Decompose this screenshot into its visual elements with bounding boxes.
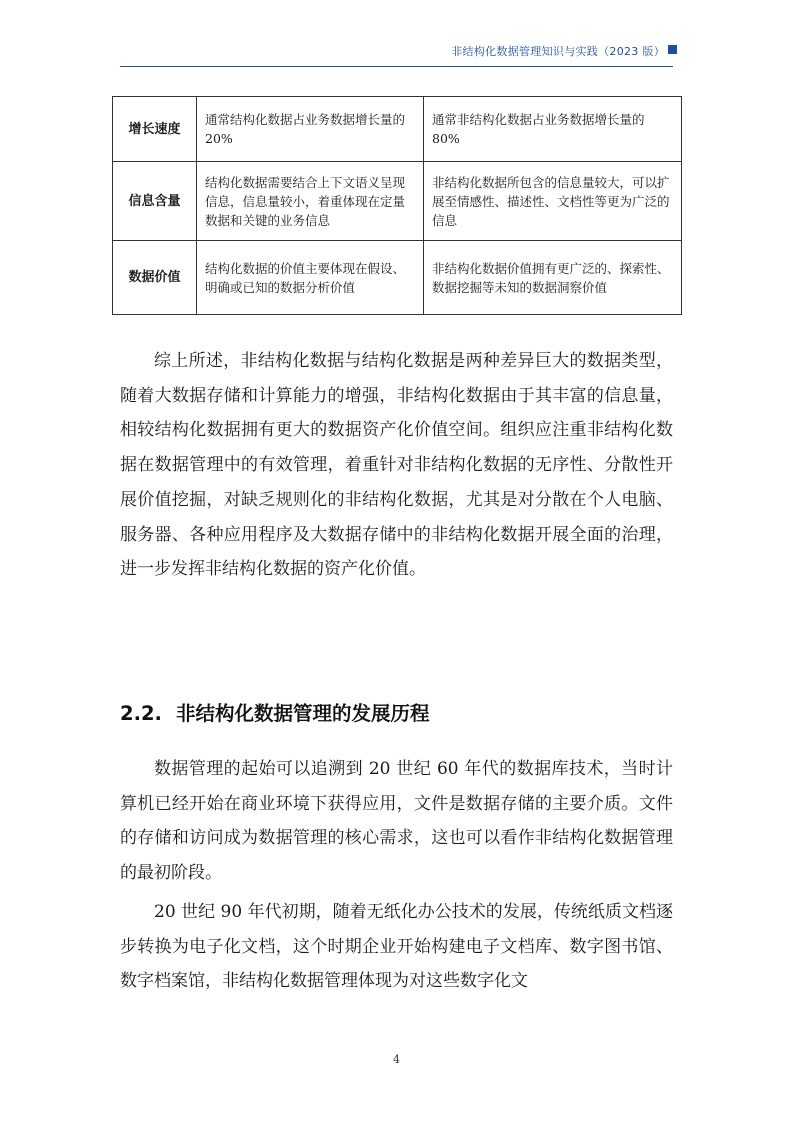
summary-paragraph: 综上所述，非结构化数据与结构化数据是两种差异巨大的数据类型，随着大数据存储和计算能力的增强，非结构化数据由于其丰富的信息量，相较结构化数据拥有更大的数据资产化价值空间。组织应注重非结构化数据在数据管理中的有效管理，着重针对非结构化数据的无序性、分散性开展价值挖掘，对缺乏规则化的非结构化数据，尤其是对分散在个人电脑、服务器、各种应用程序及大数据存储中的非结构化数据开展全面的治理，进一步发挥非结构化数据的资产化价值。 bbox=[120, 351, 673, 580]
section-title: 非结构化数据管理的发展历程 bbox=[175, 702, 430, 725]
row-label: 信息含量 bbox=[113, 162, 197, 241]
row-label: 数据价值 bbox=[113, 241, 197, 315]
section-number: 2.2. bbox=[120, 702, 162, 725]
table-row bbox=[113, 97, 682, 162]
structured-cell: 结构化数据需要结合上下文语义呈现信息，信息量较小，着重体现在定量数据和关键的业务信息 bbox=[197, 162, 424, 241]
unstructured-cell: 非结构化数据价值拥有更广泛的、探索性、数据挖掘等未知的数据洞察价值 bbox=[424, 241, 682, 315]
section-heading bbox=[120, 698, 429, 726]
structured-cell: 结构化数据的价值主要体现在假设、明确或已知的数据分析价值 bbox=[197, 241, 424, 315]
header-rule bbox=[120, 66, 673, 67]
running-header-title: 非结构化数据管理知识与实践（2023 版） bbox=[451, 45, 665, 58]
header-accent-square bbox=[668, 45, 677, 54]
unstructured-cell: 通常非结构化数据占业务数据增长量的 80% bbox=[424, 97, 682, 162]
comparison-table bbox=[112, 96, 682, 315]
table-row bbox=[113, 241, 682, 315]
table-row bbox=[113, 162, 682, 241]
row-label: 增长速度 bbox=[113, 97, 197, 162]
body-paragraph: 数据管理的起始可以追溯到 20 世纪 60 年代的数据库技术，当时计算机已经开始在商业环境下获得应用，文件是数据存储的主要介质。文件的存储和访问成为数据管理的核心需求，这也可以看作非结构化数据管理的最初阶段。 bbox=[120, 759, 673, 884]
unstructured-cell: 非结构化数据所包含的信息量较大，可以扩展至情感性、描述性、文档性等更为广泛的信息 bbox=[424, 162, 682, 241]
page-number: 4 bbox=[393, 1053, 400, 1066]
body-paragraph: 20 世纪 90 年代初期，随着无纸化办公技术的发展，传统纸质文档逐步转换为电子化文档，这个时期企业开始构建电子文档库、数字图书馆、数字档案馆，非结构化数据管理体现为对这些数字化文 bbox=[120, 902, 673, 992]
structured-cell: 通常结构化数据占业务数据增长量的 20% bbox=[197, 97, 424, 162]
